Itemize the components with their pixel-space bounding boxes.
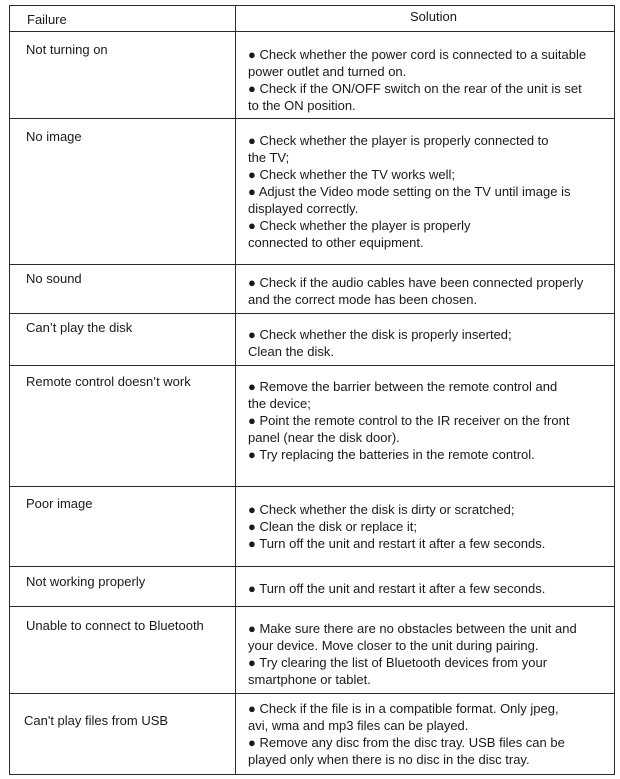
solution-line: avi, wma and mp3 files can be played. [248, 718, 469, 733]
table-row [10, 313, 614, 365]
solution-line: played only when there is no disc in the disc tray. [248, 752, 530, 767]
solution-line: ● Adjust the Video mode setting on the TV until image is [248, 184, 571, 199]
failure-cell: Can’t play the disk [26, 320, 133, 335]
troubleshooting-table [9, 5, 615, 775]
solution-line: ● Check if the ON/OFF switch on the rear of the unit is set [248, 81, 582, 96]
solution-line: ● Check if the audio cables have been connected properly [248, 275, 584, 290]
failure-cell: No sound [26, 271, 82, 286]
solution-line: ● Try clearing the list of Bluetooth devices from your [248, 655, 548, 670]
solution-line: ● Turn off the unit and restart it after a few seconds. [248, 536, 546, 551]
solution-line: ● Remove any disc from the disc tray. USB files can be [248, 735, 565, 750]
failure-cell: Unable to connect to Bluetooth [26, 618, 204, 633]
solution-line: smartphone or tablet. [248, 672, 371, 687]
table-row [10, 365, 614, 486]
solution-line: ● Check whether the disk is dirty or scratched; [248, 502, 515, 517]
failure-cell: Poor image [26, 496, 93, 511]
header-solution: Solution [410, 9, 457, 24]
solution-line: ● Clean the disk or replace it; [248, 519, 417, 534]
solution-cell [248, 132, 614, 251]
solution-line: ● Check whether the power cord is connected to a suitable [248, 47, 587, 62]
solution-line: Clean the disk. [248, 344, 334, 359]
failure-cell: Not working properly [26, 574, 146, 589]
solution-line: ● Make sure there are no obstacles between the unit and [248, 621, 577, 636]
solution-line: ● Check whether the disk is properly inserted; [248, 327, 512, 342]
failure-cell: Can't play files from USB [24, 713, 169, 728]
header-row [10, 6, 614, 31]
solution-line: the device; [248, 396, 311, 411]
table-row [10, 31, 614, 118]
solution-line: ● Point the remote control to the IR receiver on the front [248, 413, 570, 428]
solution-line: power outlet and turned on. [248, 64, 407, 79]
table-row [10, 486, 614, 566]
table-row [10, 606, 614, 693]
solution-cell [248, 620, 614, 688]
failure-cell: No image [26, 129, 82, 144]
failure-cell: Remote control doesn’t work [26, 374, 191, 389]
solution-cell [248, 378, 614, 463]
solution-line: ● Remove the barrier between the remote control and [248, 379, 558, 394]
solution-line: ● Check whether the player is properly [248, 218, 471, 233]
solution-cell [248, 46, 614, 114]
solution-line: connected to other equipment. [248, 235, 424, 250]
solution-line: to the ON position. [248, 98, 356, 113]
header-failure: Failure [27, 12, 67, 27]
solution-cell [248, 501, 614, 552]
solution-cell [248, 700, 614, 768]
table-row [10, 693, 614, 774]
failure-cell: Not turning on [26, 42, 108, 57]
solution-line: ● Check whether the player is properly connected to [248, 133, 549, 148]
solution-cell [248, 326, 614, 360]
solution-line: displayed correctly. [248, 201, 359, 216]
table-row [10, 566, 614, 606]
table-row [10, 264, 614, 313]
solution-line: ● Check whether the TV works well; [248, 167, 456, 182]
solution-line: the TV; [248, 150, 290, 165]
solution-line: and the correct mode has been chosen. [248, 292, 478, 307]
solution-line: ● Turn off the unit and restart it after a few seconds. [248, 581, 546, 596]
solution-cell [248, 580, 614, 597]
solution-line: your device. Move closer to the unit during pairing. [248, 638, 539, 653]
solution-line: ● Try replacing the batteries in the remote control. [248, 447, 535, 462]
solution-cell [248, 274, 614, 308]
solution-line: panel (near the disk door). [248, 430, 400, 445]
table-row [10, 118, 614, 264]
solution-line: ● Check if the file is in a compatible format. Only jpeg, [248, 701, 559, 716]
